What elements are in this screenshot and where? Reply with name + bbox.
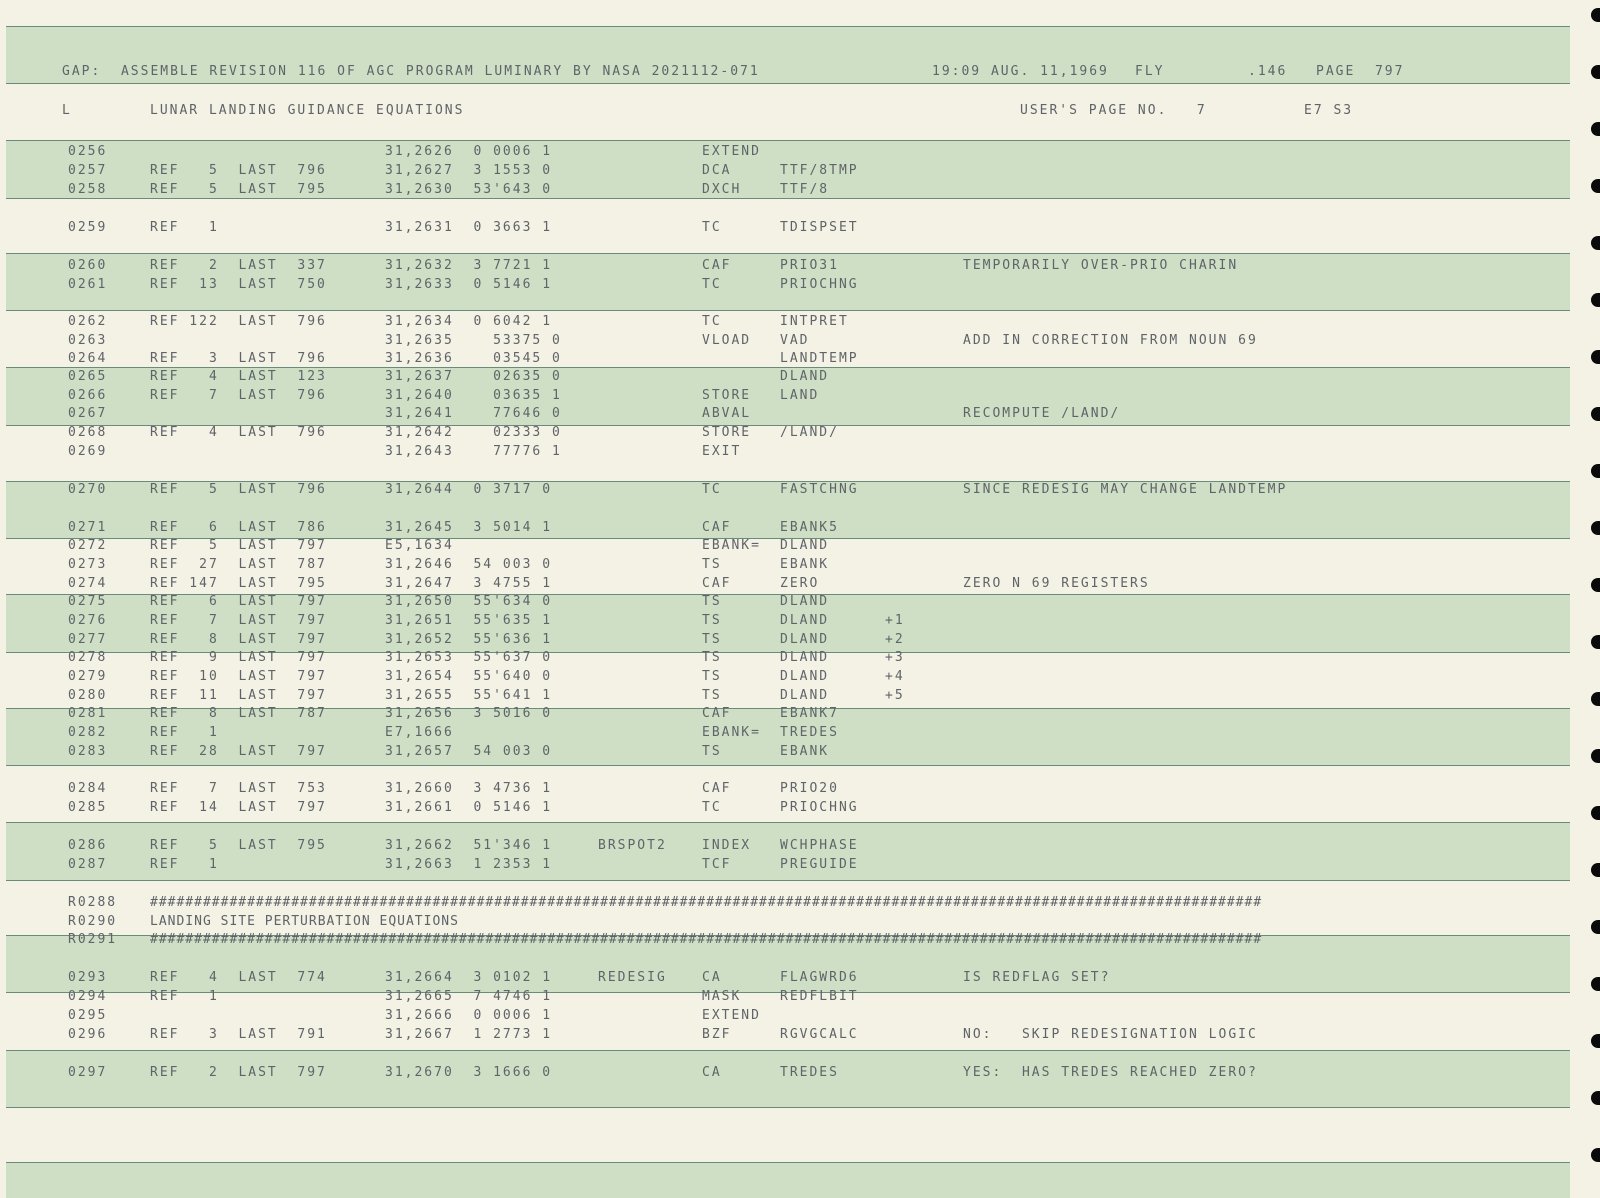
location-value: 31,2633 0 5146 1	[385, 277, 553, 292]
operand: TTF/8TMP	[780, 163, 859, 178]
reference: REF 5 LAST 796	[150, 163, 327, 178]
listing-line	[0, 932, 1600, 951]
reference: REF 5 LAST 795	[150, 838, 327, 853]
line-number: 0268	[68, 425, 108, 440]
operand: PRIO31	[780, 258, 839, 273]
opcode: TS	[702, 613, 722, 628]
line-number: 0283	[68, 744, 108, 759]
opcode: TS	[702, 650, 722, 665]
location-value: E7,1666	[385, 725, 454, 740]
listing-line	[0, 613, 1600, 632]
listing-line	[0, 163, 1600, 182]
index-offset: +3	[885, 650, 905, 665]
line-number: 0276	[68, 613, 108, 628]
listing-line	[0, 576, 1600, 595]
opcode: CAF	[702, 781, 732, 796]
location-value: 31,2642 02333 0	[385, 425, 562, 440]
location-value: 31,2664 3 0102 1	[385, 970, 553, 985]
reference: REF 8 LAST 797	[150, 632, 327, 647]
line-number: 0270	[68, 482, 108, 497]
line-number: 0296	[68, 1027, 108, 1042]
listing-line	[0, 857, 1600, 876]
opcode: CAF	[702, 706, 732, 721]
index-offset: +5	[885, 688, 905, 703]
label: BRSPOT2	[598, 838, 667, 853]
operand: EBANK7	[780, 706, 839, 721]
operand: EBANK	[780, 557, 830, 572]
line-number: 0256	[68, 144, 108, 159]
index-offset: +2	[885, 632, 905, 647]
index-offset: +1	[885, 613, 905, 628]
listing-line	[0, 388, 1600, 407]
reference: REF 2 LAST 797	[150, 1065, 327, 1080]
bank-code: E7 S3	[1304, 103, 1354, 118]
assembly-version: .146	[1248, 64, 1288, 79]
location-value: 31,2644 0 3717 0	[385, 482, 553, 497]
location-value: 31,2670 3 1666 0	[385, 1065, 553, 1080]
line-number: 0265	[68, 369, 108, 384]
location-value: 31,2635 53375 0	[385, 333, 562, 348]
reference: REF 1	[150, 857, 219, 872]
line-number: 0285	[68, 800, 108, 815]
listing-line	[0, 632, 1600, 651]
opcode: TS	[702, 557, 722, 572]
location-value: 31,2647 3 4755 1	[385, 576, 553, 591]
reference: REF 5 LAST 795	[150, 182, 327, 197]
listing-line	[0, 706, 1600, 725]
operand: FASTCHNG	[780, 482, 859, 497]
opcode: TS	[702, 744, 722, 759]
location-value: 31,2637 02635 0	[385, 369, 562, 384]
listing-line	[0, 333, 1600, 352]
line-number: 0261	[68, 277, 108, 292]
listing-line	[0, 725, 1600, 744]
reference: REF 4 LAST 796	[150, 425, 327, 440]
operand: PRIOCHNG	[780, 277, 859, 292]
location-value: 31,2646 54 003 0	[385, 557, 553, 572]
comment: IS REDFLAG SET?	[963, 970, 1111, 985]
band-rule	[6, 310, 1570, 311]
comment: YES: HAS TREDES REACHED ZERO?	[963, 1065, 1258, 1080]
label: REDESIG	[598, 970, 667, 985]
location-value: 31,2662 51'346 1	[385, 838, 553, 853]
opcode: TC	[702, 220, 722, 235]
location-value: 31,2660 3 4736 1	[385, 781, 553, 796]
band-rule	[6, 140, 1570, 141]
listing-line	[0, 406, 1600, 425]
reference: REF 7 LAST 797	[150, 613, 327, 628]
line-number: 0260	[68, 258, 108, 273]
opcode: TCF	[702, 857, 732, 872]
line-number: 0297	[68, 1065, 108, 1080]
operand: VAD	[780, 333, 810, 348]
band-rule	[6, 1107, 1570, 1108]
location-value: 31,2661 0 5146 1	[385, 800, 553, 815]
line-number: 0257	[68, 163, 108, 178]
listing-line	[0, 1027, 1600, 1046]
location-value: 31,2650 55'634 0	[385, 594, 553, 609]
reference: REF 6 LAST 786	[150, 520, 327, 535]
comment: SINCE REDESIG MAY CHANGE LANDTEMP	[963, 482, 1288, 497]
opcode: TC	[702, 800, 722, 815]
opcode: EBANK=	[702, 538, 761, 553]
line-number: 0267	[68, 406, 108, 421]
opcode: VLOAD	[702, 333, 752, 348]
band-rule	[6, 880, 1570, 881]
location-value: 31,2630 53'643 0	[385, 182, 553, 197]
feed-hole	[1591, 1091, 1600, 1105]
reference: REF 147 LAST 795	[150, 576, 327, 591]
listing-line	[0, 220, 1600, 239]
section-mark: L	[62, 103, 72, 118]
reference: REF 9 LAST 797	[150, 650, 327, 665]
line-number: 0269	[68, 444, 108, 459]
opcode: EXTEND	[702, 144, 761, 159]
opcode: CAF	[702, 576, 732, 591]
location-value: 31,2631 0 3663 1	[385, 220, 553, 235]
line-number: 0275	[68, 594, 108, 609]
operand: LAND	[780, 388, 820, 403]
location-value: 31,2666 0 0006 1	[385, 1008, 553, 1023]
remark-text: ##############################################################################################################################	[150, 932, 1263, 947]
listing-line	[0, 425, 1600, 444]
listing-line	[0, 800, 1600, 819]
operand: PRIO20	[780, 781, 839, 796]
operand: DLAND	[780, 669, 830, 684]
location-value: 31,2641 77646 0	[385, 406, 562, 421]
band-rule	[6, 26, 1570, 27]
operand: DLAND	[780, 538, 830, 553]
opcode: CA	[702, 970, 722, 985]
assembly-mode: FLY	[1135, 64, 1165, 79]
opcode: STORE	[702, 388, 752, 403]
operand: DLAND	[780, 613, 830, 628]
operand: ZERO	[780, 576, 820, 591]
remark-text: LANDING SITE PERTURBATION EQUATIONS	[150, 914, 459, 929]
location-value: 31,2645 3 5014 1	[385, 520, 553, 535]
line-number: 0281	[68, 706, 108, 721]
opcode: INDEX	[702, 838, 752, 853]
listing-line	[0, 538, 1600, 557]
opcode: EXIT	[702, 444, 742, 459]
operand: RGVGCALC	[780, 1027, 859, 1042]
reference: REF 8 LAST 787	[150, 706, 327, 721]
operand: INTPRET	[780, 314, 849, 329]
opcode: TC	[702, 482, 722, 497]
line-number: 0274	[68, 576, 108, 591]
location-value: 31,2634 0 6042 1	[385, 314, 553, 329]
listing-line	[0, 144, 1600, 163]
operand: EBANK	[780, 744, 830, 759]
location-value: 31,2667 1 2773 1	[385, 1027, 553, 1042]
opcode: EBANK=	[702, 725, 761, 740]
band-rule	[6, 822, 1570, 823]
location-value: 31,2654 55'640 0	[385, 669, 553, 684]
assembly-date: 19:09 AUG. 11,1969	[932, 64, 1109, 79]
opcode: DXCH	[702, 182, 742, 197]
reference: REF 6 LAST 797	[150, 594, 327, 609]
reference: REF 3 LAST 796	[150, 351, 327, 366]
operand: LANDTEMP	[780, 351, 859, 366]
users-page-number: USER'S PAGE NO. 7	[1020, 103, 1207, 118]
operand: TTF/8	[780, 182, 830, 197]
listing-line	[0, 182, 1600, 201]
section-title: LUNAR LANDING GUIDANCE EQUATIONS	[150, 103, 465, 118]
reference: REF 11 LAST 797	[150, 688, 327, 703]
operand: REDFLBIT	[780, 989, 859, 1004]
line-number: 0277	[68, 632, 108, 647]
listing-line	[0, 482, 1600, 501]
opcode: CA	[702, 1065, 722, 1080]
listing-line	[0, 520, 1600, 539]
opcode: MASK	[702, 989, 742, 1004]
line-number: 0278	[68, 650, 108, 665]
listing-line	[0, 351, 1600, 370]
operand: DLAND	[780, 650, 830, 665]
line-number: R0290	[68, 914, 118, 929]
index-offset: +4	[885, 669, 905, 684]
line-number: 0294	[68, 989, 108, 1004]
listing-line	[0, 781, 1600, 800]
line-number: 0272	[68, 538, 108, 553]
green-band	[6, 1162, 1570, 1198]
line-number: 0271	[68, 520, 108, 535]
reference: REF 14 LAST 797	[150, 800, 327, 815]
line-number: 0266	[68, 388, 108, 403]
opcode: CAF	[702, 258, 732, 273]
line-number: 0295	[68, 1008, 108, 1023]
operand: DLAND	[780, 632, 830, 647]
location-value: 31,2626 0 0006 1	[385, 144, 553, 159]
operand: DLAND	[780, 594, 830, 609]
operand: TREDES	[780, 725, 839, 740]
location-value: 31,2652 55'636 1	[385, 632, 553, 647]
listing-line	[0, 669, 1600, 688]
operand: TREDES	[780, 1065, 839, 1080]
line-number: 0284	[68, 781, 108, 796]
comment: NO: SKIP REDESIGNATION LOGIC	[963, 1027, 1258, 1042]
reference: REF 1	[150, 989, 219, 1004]
opcode: DCA	[702, 163, 732, 178]
band-rule	[6, 1162, 1570, 1163]
opcode: EXTEND	[702, 1008, 761, 1023]
location-value: 31,2657 54 003 0	[385, 744, 553, 759]
line-number: 0286	[68, 838, 108, 853]
operand: DLAND	[780, 369, 830, 384]
location-value: 31,2632 3 7721 1	[385, 258, 553, 273]
location-value: 31,2651 55'635 1	[385, 613, 553, 628]
reference: REF 7 LAST 796	[150, 388, 327, 403]
reference: REF 28 LAST 797	[150, 744, 327, 759]
operand: WCHPHASE	[780, 838, 859, 853]
listing-line	[0, 895, 1600, 914]
line-number: 0258	[68, 182, 108, 197]
listing-line	[0, 314, 1600, 333]
location-value: 31,2665 7 4746 1	[385, 989, 553, 1004]
operand: PRIOCHNG	[780, 800, 859, 815]
reference: REF 4 LAST 123	[150, 369, 327, 384]
feed-hole	[1591, 8, 1600, 22]
opcode: TS	[702, 669, 722, 684]
line-number: R0288	[68, 895, 118, 910]
comment: ADD IN CORRECTION FROM NOUN 69	[963, 333, 1258, 348]
opcode: TC	[702, 314, 722, 329]
reference: REF 5 LAST 797	[150, 538, 327, 553]
operand: /LAND/	[780, 425, 839, 440]
band-rule	[6, 83, 1570, 84]
band-rule	[6, 1050, 1570, 1051]
listing-line	[0, 1065, 1600, 1084]
location-value: 31,2627 3 1553 0	[385, 163, 553, 178]
reference: REF 5 LAST 796	[150, 482, 327, 497]
line-number: R0291	[68, 932, 118, 947]
location-value: 31,2640 03635 1	[385, 388, 562, 403]
location-value: 31,2663 1 2353 1	[385, 857, 553, 872]
comment: RECOMPUTE /LAND/	[963, 406, 1121, 421]
line-number: 0263	[68, 333, 108, 348]
line-number: 0282	[68, 725, 108, 740]
feed-hole	[1591, 1148, 1600, 1162]
location-value: 31,2655 55'641 1	[385, 688, 553, 703]
listing-line	[0, 594, 1600, 613]
opcode: TS	[702, 594, 722, 609]
reference: REF 4 LAST 774	[150, 970, 327, 985]
listing-line	[0, 970, 1600, 989]
feed-hole	[1591, 122, 1600, 136]
line-number: 0259	[68, 220, 108, 235]
reference: REF 13 LAST 750	[150, 277, 327, 292]
band-rule	[6, 765, 1570, 766]
reference: REF 1	[150, 725, 219, 740]
listing-line	[0, 838, 1600, 857]
feed-hole	[1591, 65, 1600, 79]
reference: REF 2 LAST 337	[150, 258, 327, 273]
listing-line	[0, 688, 1600, 707]
assembly-title: GAP: ASSEMBLE REVISION 116 OF AGC PROGRAM LUMINARY BY NASA 2021112-071	[62, 64, 760, 79]
line-number: 0264	[68, 351, 108, 366]
location-value: 31,2656 3 5016 0	[385, 706, 553, 721]
location-value: 31,2636 03545 0	[385, 351, 562, 366]
location-value: E5,1634	[385, 538, 454, 553]
location-value: 31,2653 55'637 0	[385, 650, 553, 665]
line-number: 0262	[68, 314, 108, 329]
listing-line	[0, 258, 1600, 277]
page-number: PAGE 797	[1316, 64, 1405, 79]
opcode: BZF	[702, 1027, 732, 1042]
remark-text: ##############################################################################################################################	[150, 895, 1263, 910]
reference: REF 122 LAST 796	[150, 314, 327, 329]
reference: REF 7 LAST 753	[150, 781, 327, 796]
listing-line	[0, 914, 1600, 933]
operand: DLAND	[780, 688, 830, 703]
comment: TEMPORARILY OVER-PRIO CHARIN	[963, 258, 1239, 273]
listing-line	[0, 744, 1600, 763]
listing-line	[0, 650, 1600, 669]
reference: REF 27 LAST 787	[150, 557, 327, 572]
opcode: TC	[702, 277, 722, 292]
feed-hole	[1591, 464, 1600, 478]
opcode: ABVAL	[702, 406, 752, 421]
line-number: 0279	[68, 669, 108, 684]
line-number: 0293	[68, 970, 108, 985]
operand: EBANK5	[780, 520, 839, 535]
opcode: TS	[702, 632, 722, 647]
reference: REF 1	[150, 220, 219, 235]
band-rule	[6, 253, 1570, 254]
listing-line	[0, 989, 1600, 1008]
reference: REF 3 LAST 791	[150, 1027, 327, 1042]
listing-line	[0, 1008, 1600, 1027]
opcode: STORE	[702, 425, 752, 440]
listing-line	[0, 369, 1600, 388]
reference: REF 10 LAST 797	[150, 669, 327, 684]
line-number: 0280	[68, 688, 108, 703]
line-number: 0287	[68, 857, 108, 872]
opcode: CAF	[702, 520, 732, 535]
listing-line	[0, 444, 1600, 463]
opcode: TS	[702, 688, 722, 703]
listing-line	[0, 277, 1600, 296]
comment: ZERO N 69 REGISTERS	[963, 576, 1150, 591]
operand: PREGUIDE	[780, 857, 859, 872]
location-value: 31,2643 77776 1	[385, 444, 562, 459]
operand: FLAGWRD6	[780, 970, 859, 985]
listing-line	[0, 557, 1600, 576]
operand: TDISPSET	[780, 220, 859, 235]
line-number: 0273	[68, 557, 108, 572]
